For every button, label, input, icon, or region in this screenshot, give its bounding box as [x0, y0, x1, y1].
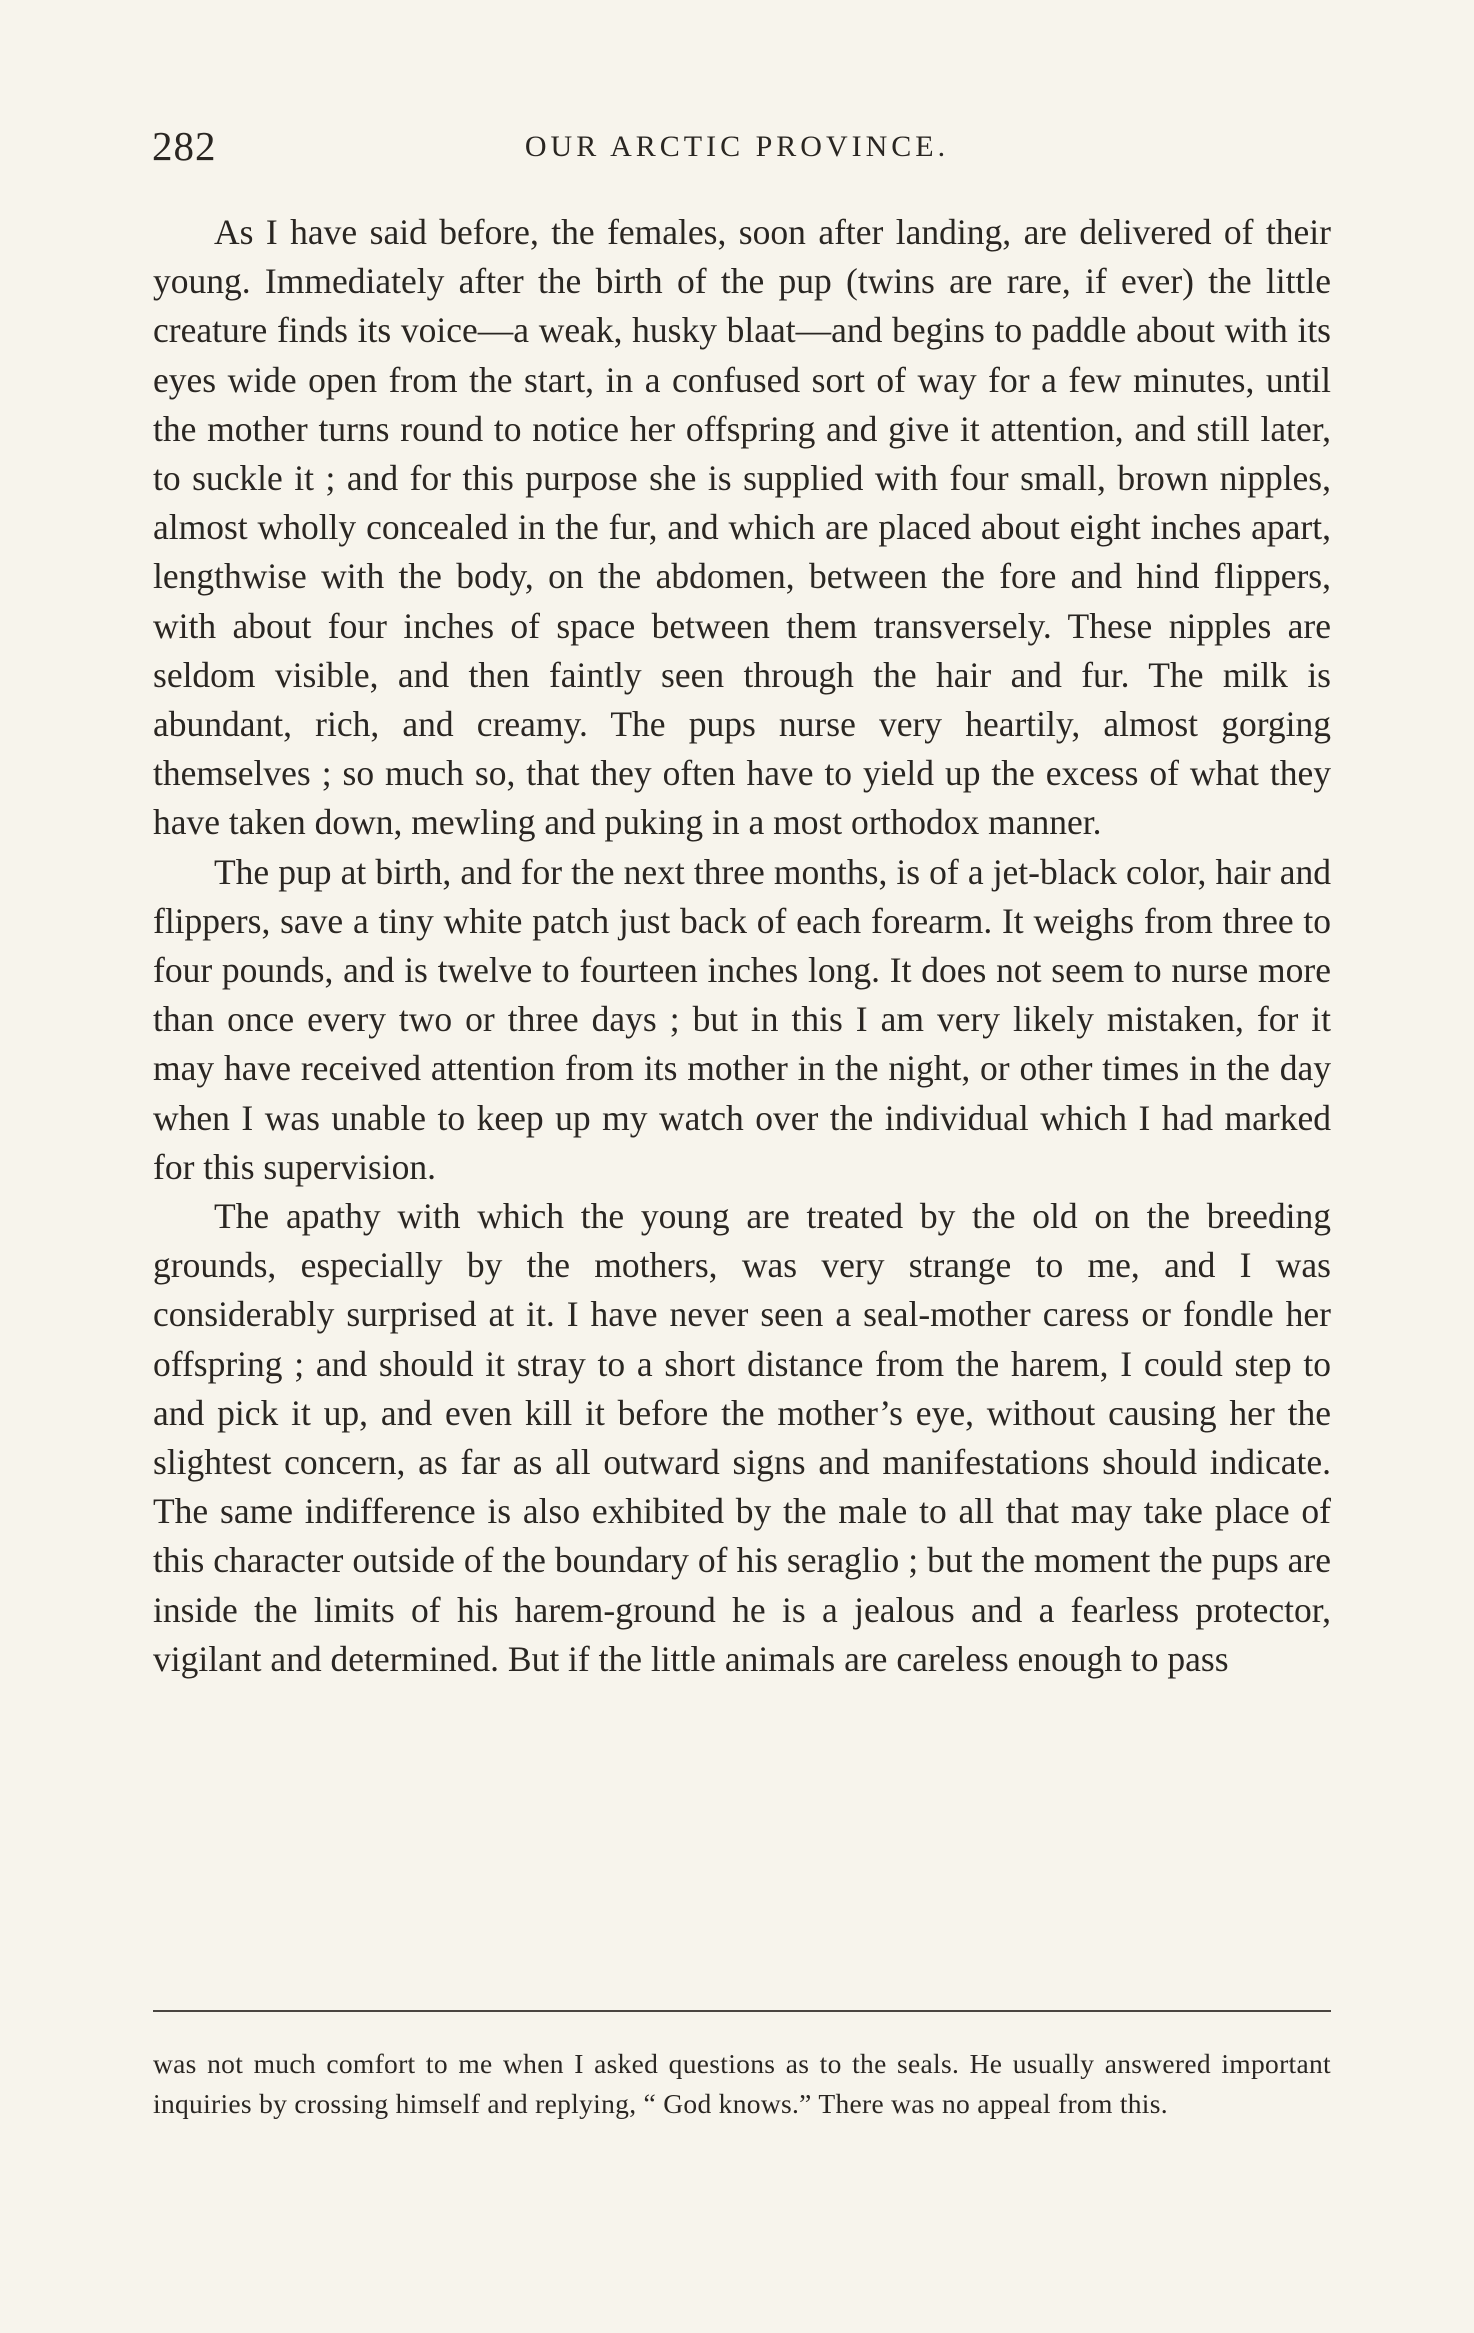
body-text [153, 208, 1331, 1684]
paragraph: As I have said before, the females, soon after landing, are delivered of their young. Immediately after the birth of the pup (twins are rare, if ever) the little creature finds its voice—a weak, husky blaat—and begins to paddle about with its eyes wide open from the start, in a confused sort of way for a few minutes, until the mother turns round to notice her offspring and give it attention, and still later, to suckle it ; and for this purpose she is supplied with four small, brown nipples, almost wholly concealed in the fur, and which are placed about eight inches apart, lengthwise with the body, on the abdomen, between the fore and hind flippers, with about four inches of space between them transversely. These nipples are seldom visible, and then faintly seen through the hair and fur. The milk is abundant, rich, and creamy. The pups nurse very heartily, almost gorging themselves ; so much so, that they often have to yield up the excess of what they have taken down, mewling and puking in a most orthodox manner. [153, 212, 1331, 843]
paragraph: The pup at birth, and for the next three months, is of a jet-black color, hair and flippers, save a tiny white patch just back of each forearm. It weighs from three to four pounds, and is twelve to fourteen inches long. It does not seem to nurse more than once every two or three days ; but in this I am very likely mistaken, for it may have received attention from its mother in the night, or other times in the day when I was unable to keep up my watch over the individual which I had marked for this supervision. [153, 851, 1331, 1187]
page-number: 282 [152, 123, 217, 169]
footnote-divider [153, 2010, 1331, 2012]
footnote: was not much comfort to me when I asked questions as to the seals. He usually answered important inquiries by crossing himself and replying, “ God knows.” There was no appeal from this. [153, 2048, 1331, 2119]
running-title: OUR ARCTIC PROVINCE. [524, 130, 950, 163]
paragraph: The apathy with which the young are treated by the old on the breeding grounds, especially by the mothers, was very strange to me, and I was considerably surprised at it. I have never seen a seal-mother caress or fondle her offspring ; and should it stray to a short distance from the harem, I could step to and pick it up, and even kill it before the mother’s eye, without causing her the slightest concern, as far as all outward signs and manifestations should indicate. The same indifference is also exhibited by the male to all that may take place of this character outside of the boundary of his seraglio ; but the moment the pups are inside the limits of his harem-ground he is a jealous and a fearless protector, vigilant and determined. But if the little animals are careless enough to pass [153, 1196, 1331, 1679]
